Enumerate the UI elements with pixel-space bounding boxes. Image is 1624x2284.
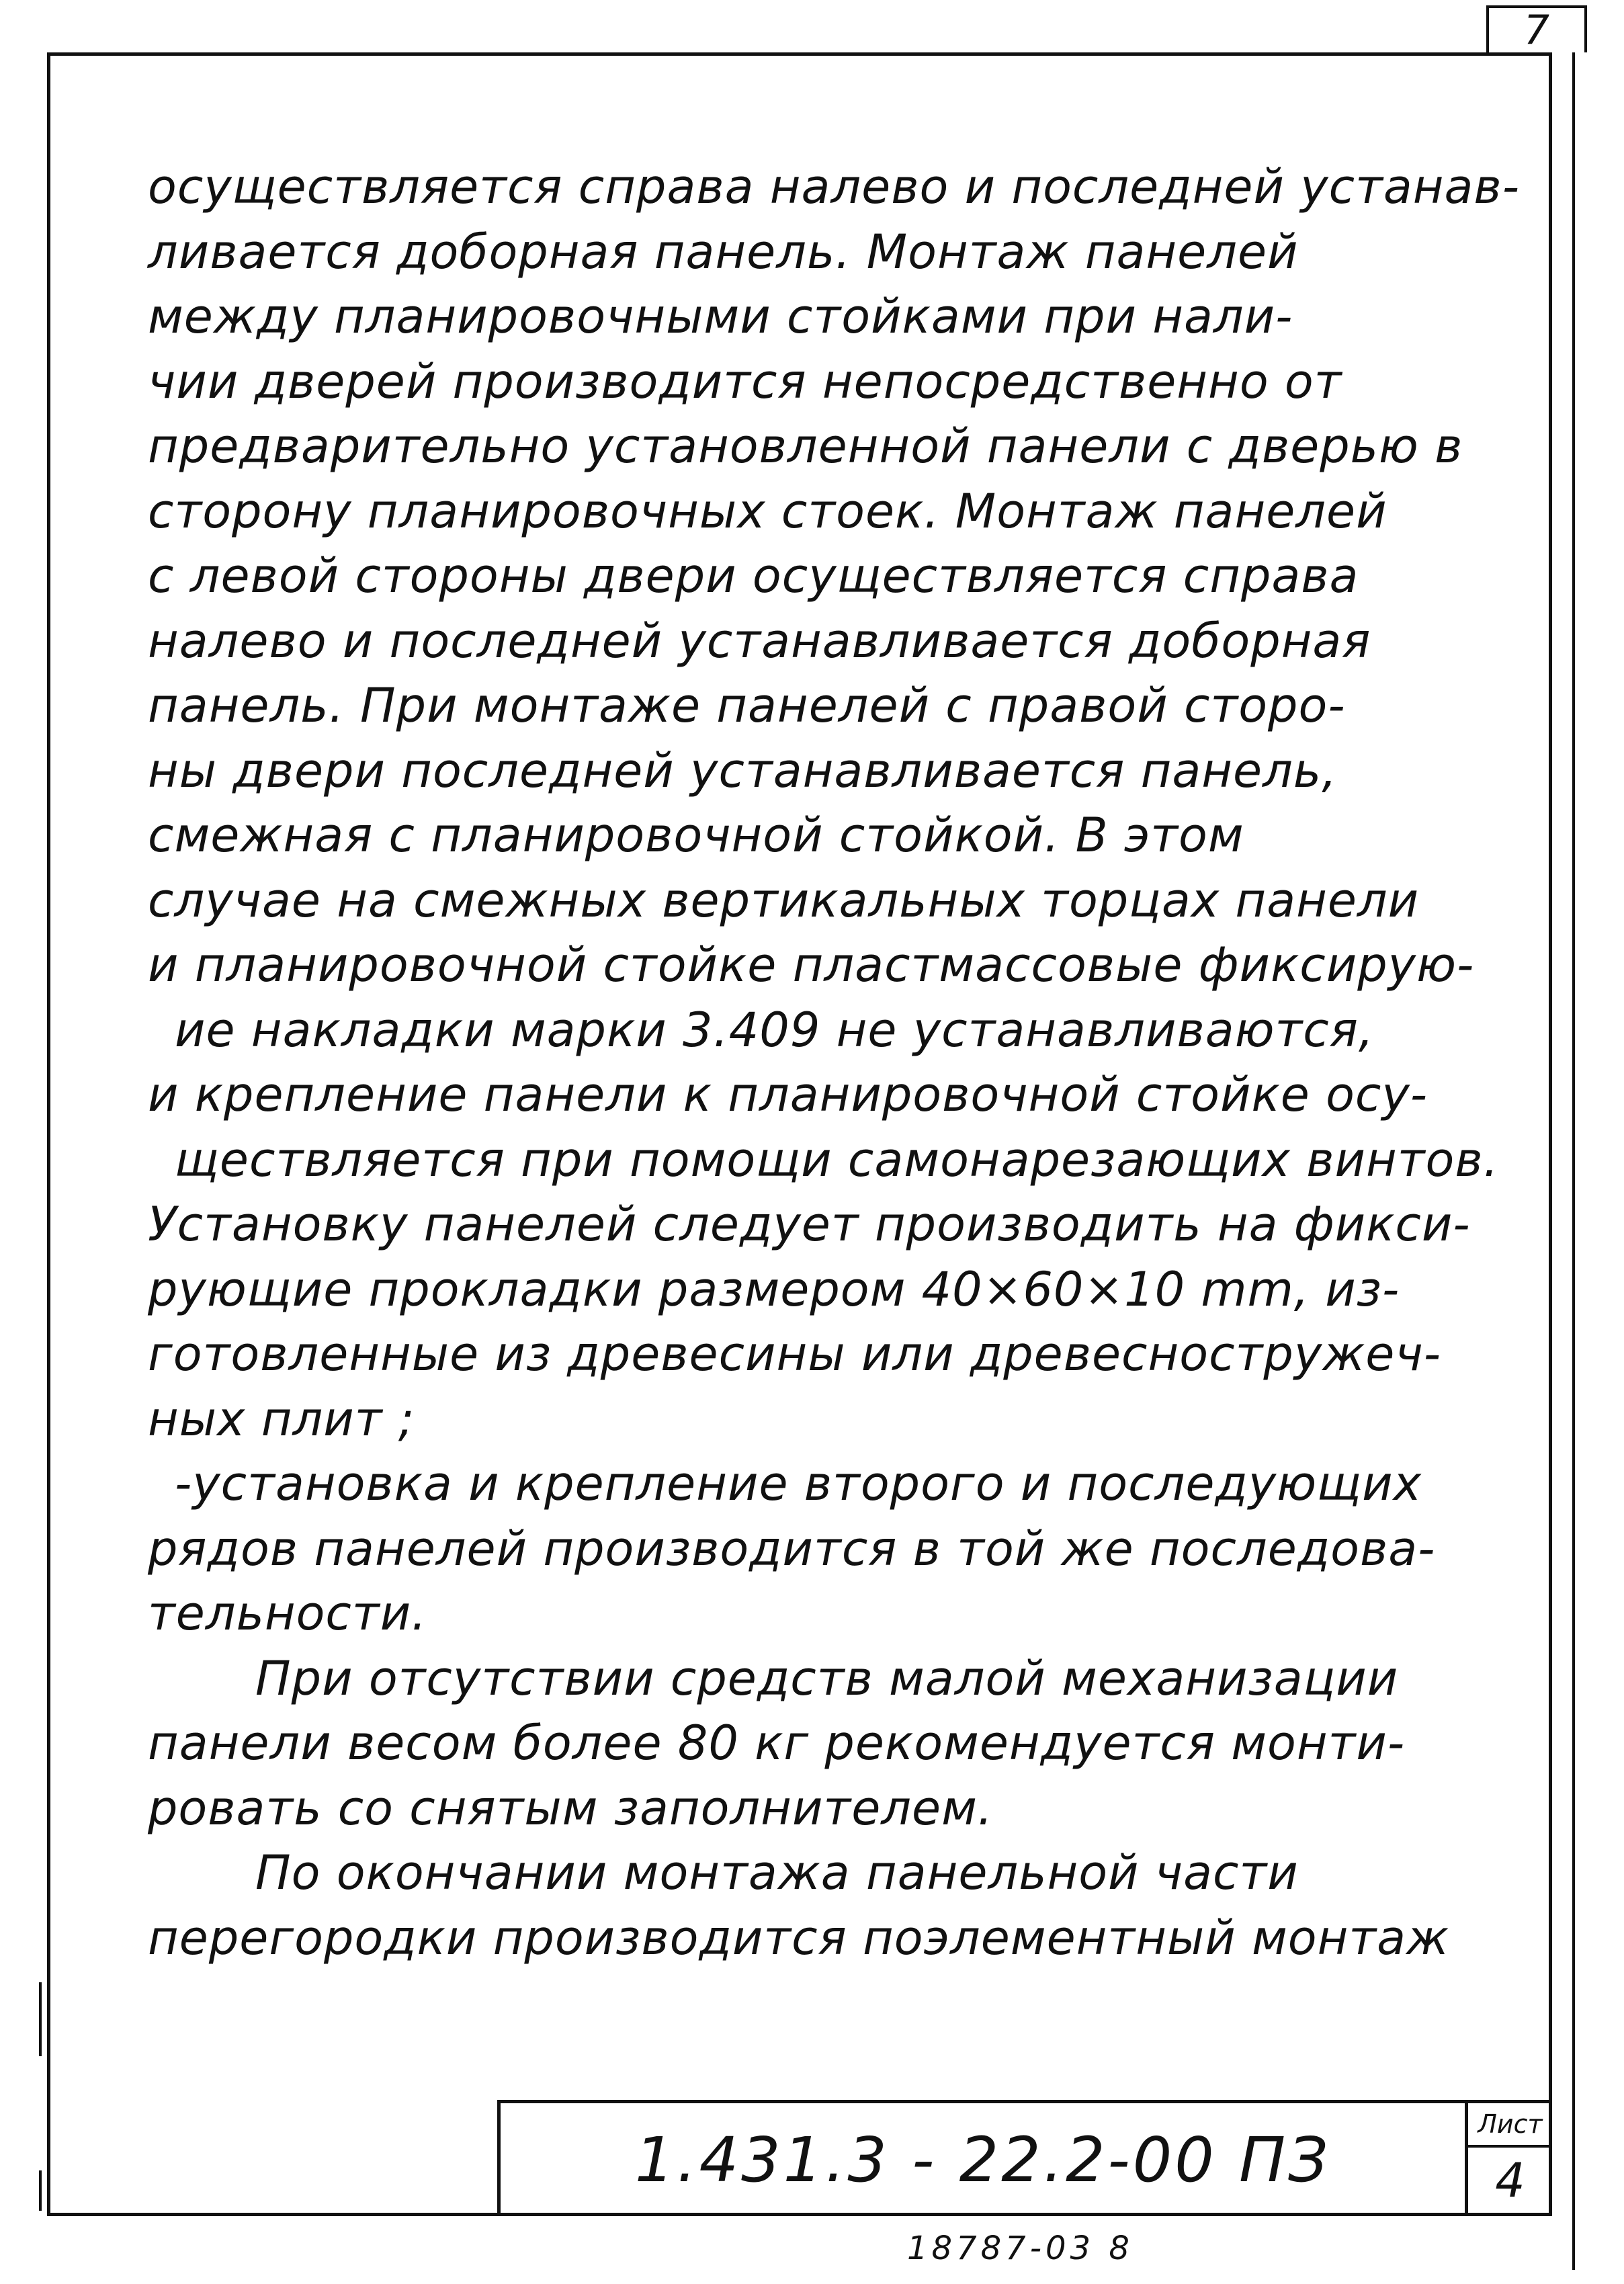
text-line: чии дверей производится непосредственно от xyxy=(148,353,1342,409)
text-line: смежная с планировочной стойкой. В этом xyxy=(148,808,1244,863)
text-line: тельности. xyxy=(148,1586,427,1641)
text-line: -установка и крепление второго и последующих xyxy=(175,1456,1422,1511)
text-line: и планировочной стойке пластмассовые фиксирую- xyxy=(148,937,1475,992)
frame-tick-mark xyxy=(39,1982,42,2056)
binding-margin-line xyxy=(1572,52,1575,2270)
text-line: ны двери последней устанавливается панель, xyxy=(148,743,1338,798)
text-line: ливается доборная панель. Монтаж панелей xyxy=(148,224,1299,280)
text-line: с левой стороны двери осуществляется справа xyxy=(148,548,1359,603)
text-line: готовленные из древесины или древесностружеч- xyxy=(148,1326,1441,1382)
text-line: ных плит ; xyxy=(148,1391,415,1447)
title-block-designation: 1.431.3 - 22.2-00 ПЗ xyxy=(497,2100,1465,2216)
archive-number: 18787-03 8 xyxy=(907,2230,1134,2267)
sheet-label: Лист xyxy=(1468,2103,1552,2148)
text-line: ровать со снятым заполнителем. xyxy=(148,1780,994,1836)
text-line: рующие прокладки размером 40×60×10 mm, из- xyxy=(148,1261,1400,1317)
text-line: При отсутствии средств малой механизации xyxy=(255,1650,1399,1706)
text-line: панель. При монтаже панелей с правой сторо- xyxy=(148,678,1346,733)
frame-tick-mark xyxy=(39,2170,42,2211)
text-line: ществляется при помощи самонарезающих винтов. xyxy=(175,1132,1499,1187)
text-line: и крепление панели к планировочной стойке осу- xyxy=(148,1067,1428,1122)
text-line: панели весом более 80 кг рекомендуется монти- xyxy=(148,1716,1406,1771)
text-line: осуществляется справа налево и последней устанав- xyxy=(148,159,1520,214)
text-line: перегородки производится поэлементный монтаж xyxy=(148,1910,1450,1965)
sheet-cell xyxy=(1465,2100,1552,2216)
text-line: между планировочными стойками при нали- xyxy=(148,289,1293,344)
text-line: рядов панелей производится в той же последова- xyxy=(148,1521,1436,1576)
text-line: случае на смежных вертикальных торцах панели xyxy=(148,872,1420,928)
text-line: налево и последней устанавливается доборная xyxy=(148,613,1371,669)
text-line: предварительно установленной панели с дверью в xyxy=(148,419,1463,474)
text-line: По окончании монтажа панельной части xyxy=(255,1845,1299,1900)
sheet-number: 4 xyxy=(1495,2153,1525,2208)
text-line: ие накладки марки 3.409 не устанавливаются, xyxy=(175,1002,1375,1058)
text-line: Установку панелей следует производить на фикси- xyxy=(148,1197,1471,1252)
handwritten-text-body xyxy=(148,155,1520,1970)
text-line: сторону планировочных стоек. Монтаж панелей xyxy=(148,483,1387,539)
page-corner-mark: 7 xyxy=(1486,5,1587,52)
